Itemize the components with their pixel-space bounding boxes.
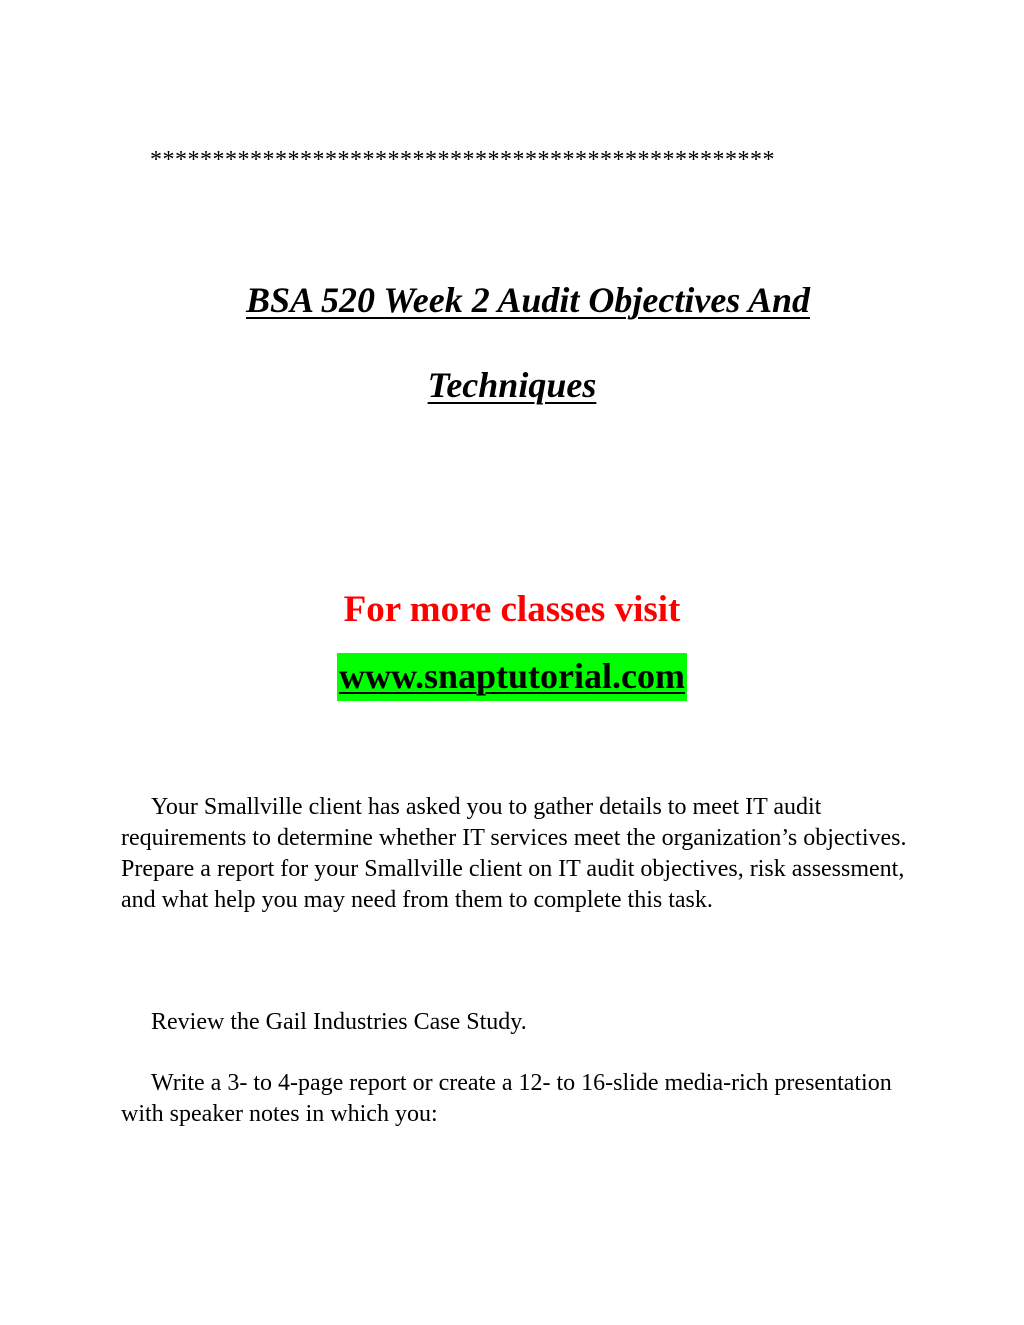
document-title-line-2: Techniques [427,365,597,405]
document-title-line-1: BSA 520 Week 2 Audit Objectives And [245,280,811,320]
paragraph-review [121,1007,911,1038]
paragraph-intro [121,792,911,916]
paragraph-text: Your Smallville client has asked you to gather details to meet IT audit requirements to determine whether IT services meet the organization’s objectives. Prepare a report for your Smallville client on IT audit objectives, risk assessment, and what help you may need from them to complete this task. [121,794,907,913]
link-container [0,653,1024,701]
paragraph-instructions [121,1068,911,1130]
website-link[interactable]: www.snaptutorial.com [337,653,687,701]
separator-stars: ************************************************** [150,147,775,173]
paragraph-text: Review the Gail Industries Case Study. [151,1009,527,1035]
paragraph-text: Write a 3- to 4-page report or create a 12- to 16-slide media-rich presentation with speaker notes in which you: [121,1070,892,1127]
promo-heading: For more classes visit [343,589,681,630]
